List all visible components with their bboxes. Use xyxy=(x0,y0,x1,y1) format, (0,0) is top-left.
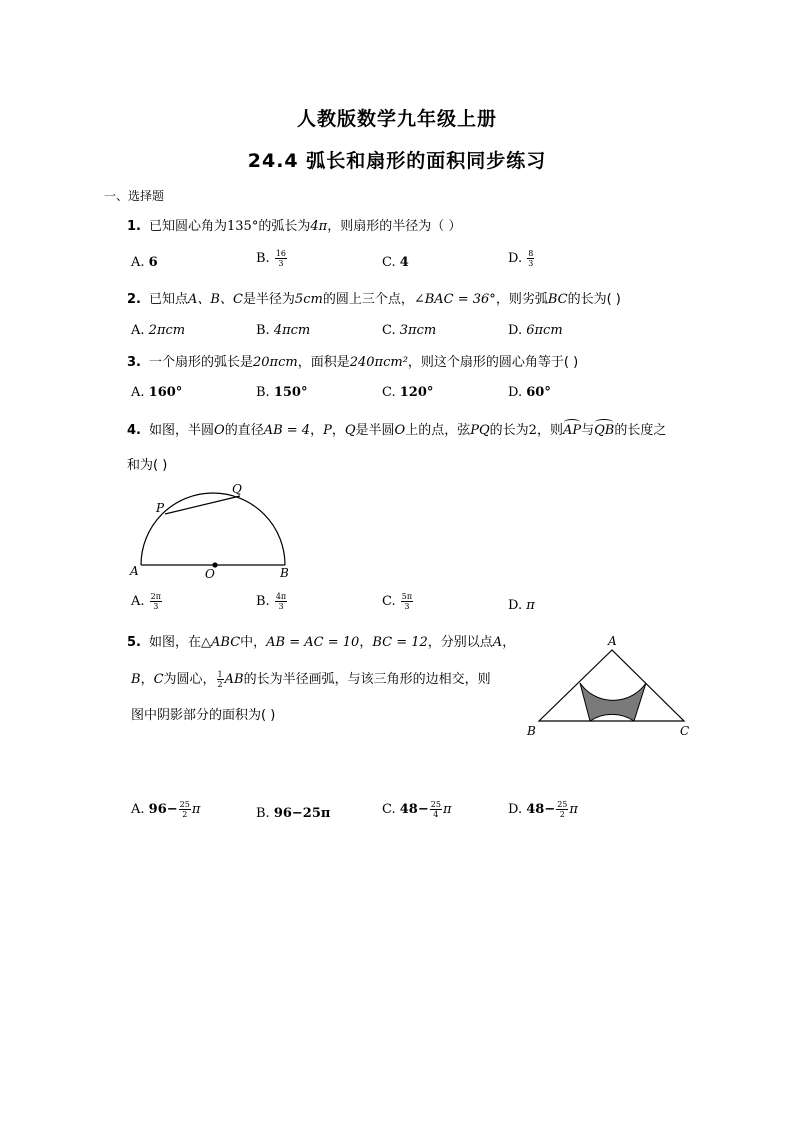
q5-option-a[interactable]: A. 96− $\frac{25}{2}$ π xyxy=(131,800,201,819)
q2-option-a[interactable]: A. 2πcm xyxy=(131,323,186,338)
question-2: 2. 已知点A、B、C是半径为5cm的圆上三个点，∠BAC = 36°，则劣弧BC的长为( ) xyxy=(127,292,621,307)
q3-option-d[interactable]: D. 60° xyxy=(508,385,551,400)
label-b: B xyxy=(527,724,536,738)
q4-option-a[interactable]: A. $\frac{2\pi}{3}$ xyxy=(131,592,162,611)
shaded-region xyxy=(580,683,646,721)
q5-option-d[interactable]: D. 48− $\frac{25}{2}$ π xyxy=(508,800,578,819)
label-o: O xyxy=(205,567,215,580)
q2-option-b[interactable]: B. 4πcm xyxy=(256,323,311,338)
q1-option-b[interactable]: B. $\frac{16}{3}$ xyxy=(256,249,287,268)
q1-option-c[interactable]: C. 4 xyxy=(382,255,409,270)
question-4-line2: 和为( ) xyxy=(127,458,168,473)
label-a: A xyxy=(608,634,617,648)
q4-option-d[interactable]: D. π xyxy=(508,598,535,613)
q3-option-b[interactable]: B. 150° xyxy=(256,385,308,400)
triangle-figure xyxy=(524,632,704,740)
section-heading: 一、选择题 xyxy=(104,189,165,203)
q3-option-c[interactable]: C. 120° xyxy=(382,385,434,400)
question-4: 4. 如图，半圆O的直径AB = 4，P，Q是半圆O上的点，弦PQ的长为2，则AP与QB的长度之 xyxy=(127,423,667,438)
document-title: 人教版数学九年级上册 xyxy=(296,108,497,130)
question-5-line3: 图中阴影部分的面积为( ) xyxy=(131,708,276,723)
label-b: B xyxy=(280,566,289,580)
chord-pq xyxy=(165,496,240,514)
question-5: 5. 如图，在△ABC中，AB = AC = 10，BC = 12，分别以点A， xyxy=(127,635,516,650)
label-p: P xyxy=(156,501,165,515)
label-c: C xyxy=(680,724,690,738)
label-a: A xyxy=(130,564,139,578)
q3-option-a[interactable]: A. 160° xyxy=(131,385,183,400)
document-subtitle: 24.4 弧长和扇形的面积同步练习 xyxy=(247,150,547,172)
q2-option-c[interactable]: C. 3πcm xyxy=(382,323,437,338)
q5-option-b[interactable]: B. 96−25π xyxy=(256,806,331,821)
label-q: Q xyxy=(232,482,242,496)
q5-option-c[interactable]: C. 48− $\frac{25}{4}$ π xyxy=(382,800,452,819)
question-5-line2: B，C为圆心， $\frac{1}{2}$ AB的长为半径画弧，与该三角形的边相交，则 xyxy=(131,670,491,689)
question-1: 1. 已知圆心角为135°的弧长为4π，则扇形的半径为（ ） xyxy=(127,219,462,234)
q4-option-b[interactable]: B. $\frac{4\pi}{3}$ xyxy=(256,592,287,611)
q1-option-d[interactable]: D. $\frac{8}{3}$ xyxy=(508,249,534,268)
question-3: 3. 一个扇形的弧长是20πcm，面积是240πcm²，则这个扇形的圆心角等于( ) xyxy=(127,355,579,370)
semicircle-figure xyxy=(125,480,305,580)
q4-option-c[interactable]: C. $\frac{5\pi}{3}$ xyxy=(382,592,413,611)
q2-option-d[interactable]: D. 6πcm xyxy=(508,323,563,338)
question-number: 1. xyxy=(127,219,141,234)
q1-option-a[interactable]: A. 6 xyxy=(131,255,158,270)
